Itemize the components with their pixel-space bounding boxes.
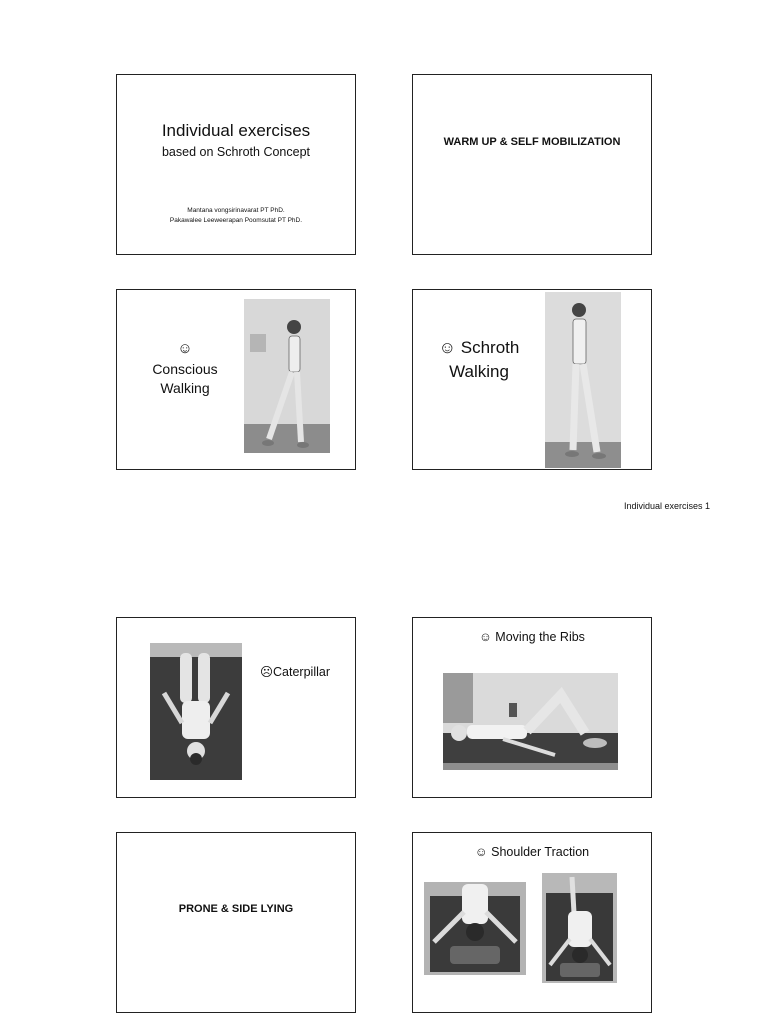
caterpillar-label: ☹Caterpillar xyxy=(260,665,330,679)
shoulder-traction-heading: ☺ Shoulder Traction xyxy=(474,845,590,859)
author-line-1: Mantana vongsirinavarat PT PhD. xyxy=(187,207,285,214)
walking-label: Walking xyxy=(160,380,210,396)
slide-warm-up xyxy=(412,74,652,255)
schroth-walking-photo xyxy=(545,292,621,468)
page-footer: Individual exercises 1 xyxy=(623,501,710,511)
slide-schroth-walking xyxy=(412,289,652,470)
slide-conscious-walking xyxy=(116,289,356,470)
slide-warm-up-heading: WARM UP & SELF MOBILIZATION xyxy=(443,136,621,148)
slide-title xyxy=(116,74,356,255)
shoulder-traction-photo-2 xyxy=(542,873,617,983)
slide-caterpillar xyxy=(116,617,356,798)
schroth-label: ☺ Schroth xyxy=(438,338,520,357)
slide-prone-side-lying xyxy=(116,832,356,1013)
walking-photo xyxy=(244,299,330,453)
moving-ribs-photo xyxy=(443,673,618,770)
author-line-2: Pakawalee Leeweerapan Poomsutat PT PhD. xyxy=(169,217,303,224)
slide-shoulder-traction xyxy=(412,832,652,1013)
moving-ribs-heading: ☺ Moving the Ribs xyxy=(479,630,585,644)
walking-label: Walking xyxy=(449,362,509,381)
slide-authors xyxy=(117,206,355,226)
smiley-icon: ☺ xyxy=(177,340,193,357)
slide-title-subtitle: based on Schroth Concept xyxy=(161,145,311,159)
slide-title-heading: Individual exercises xyxy=(161,121,311,140)
shoulder-traction-photo-1 xyxy=(424,882,526,975)
caterpillar-photo xyxy=(150,643,242,780)
slide-moving-ribs xyxy=(412,617,652,798)
prone-side-lying-heading: PRONE & SIDE LYING xyxy=(178,903,294,915)
conscious-label: Conscious xyxy=(152,361,218,377)
